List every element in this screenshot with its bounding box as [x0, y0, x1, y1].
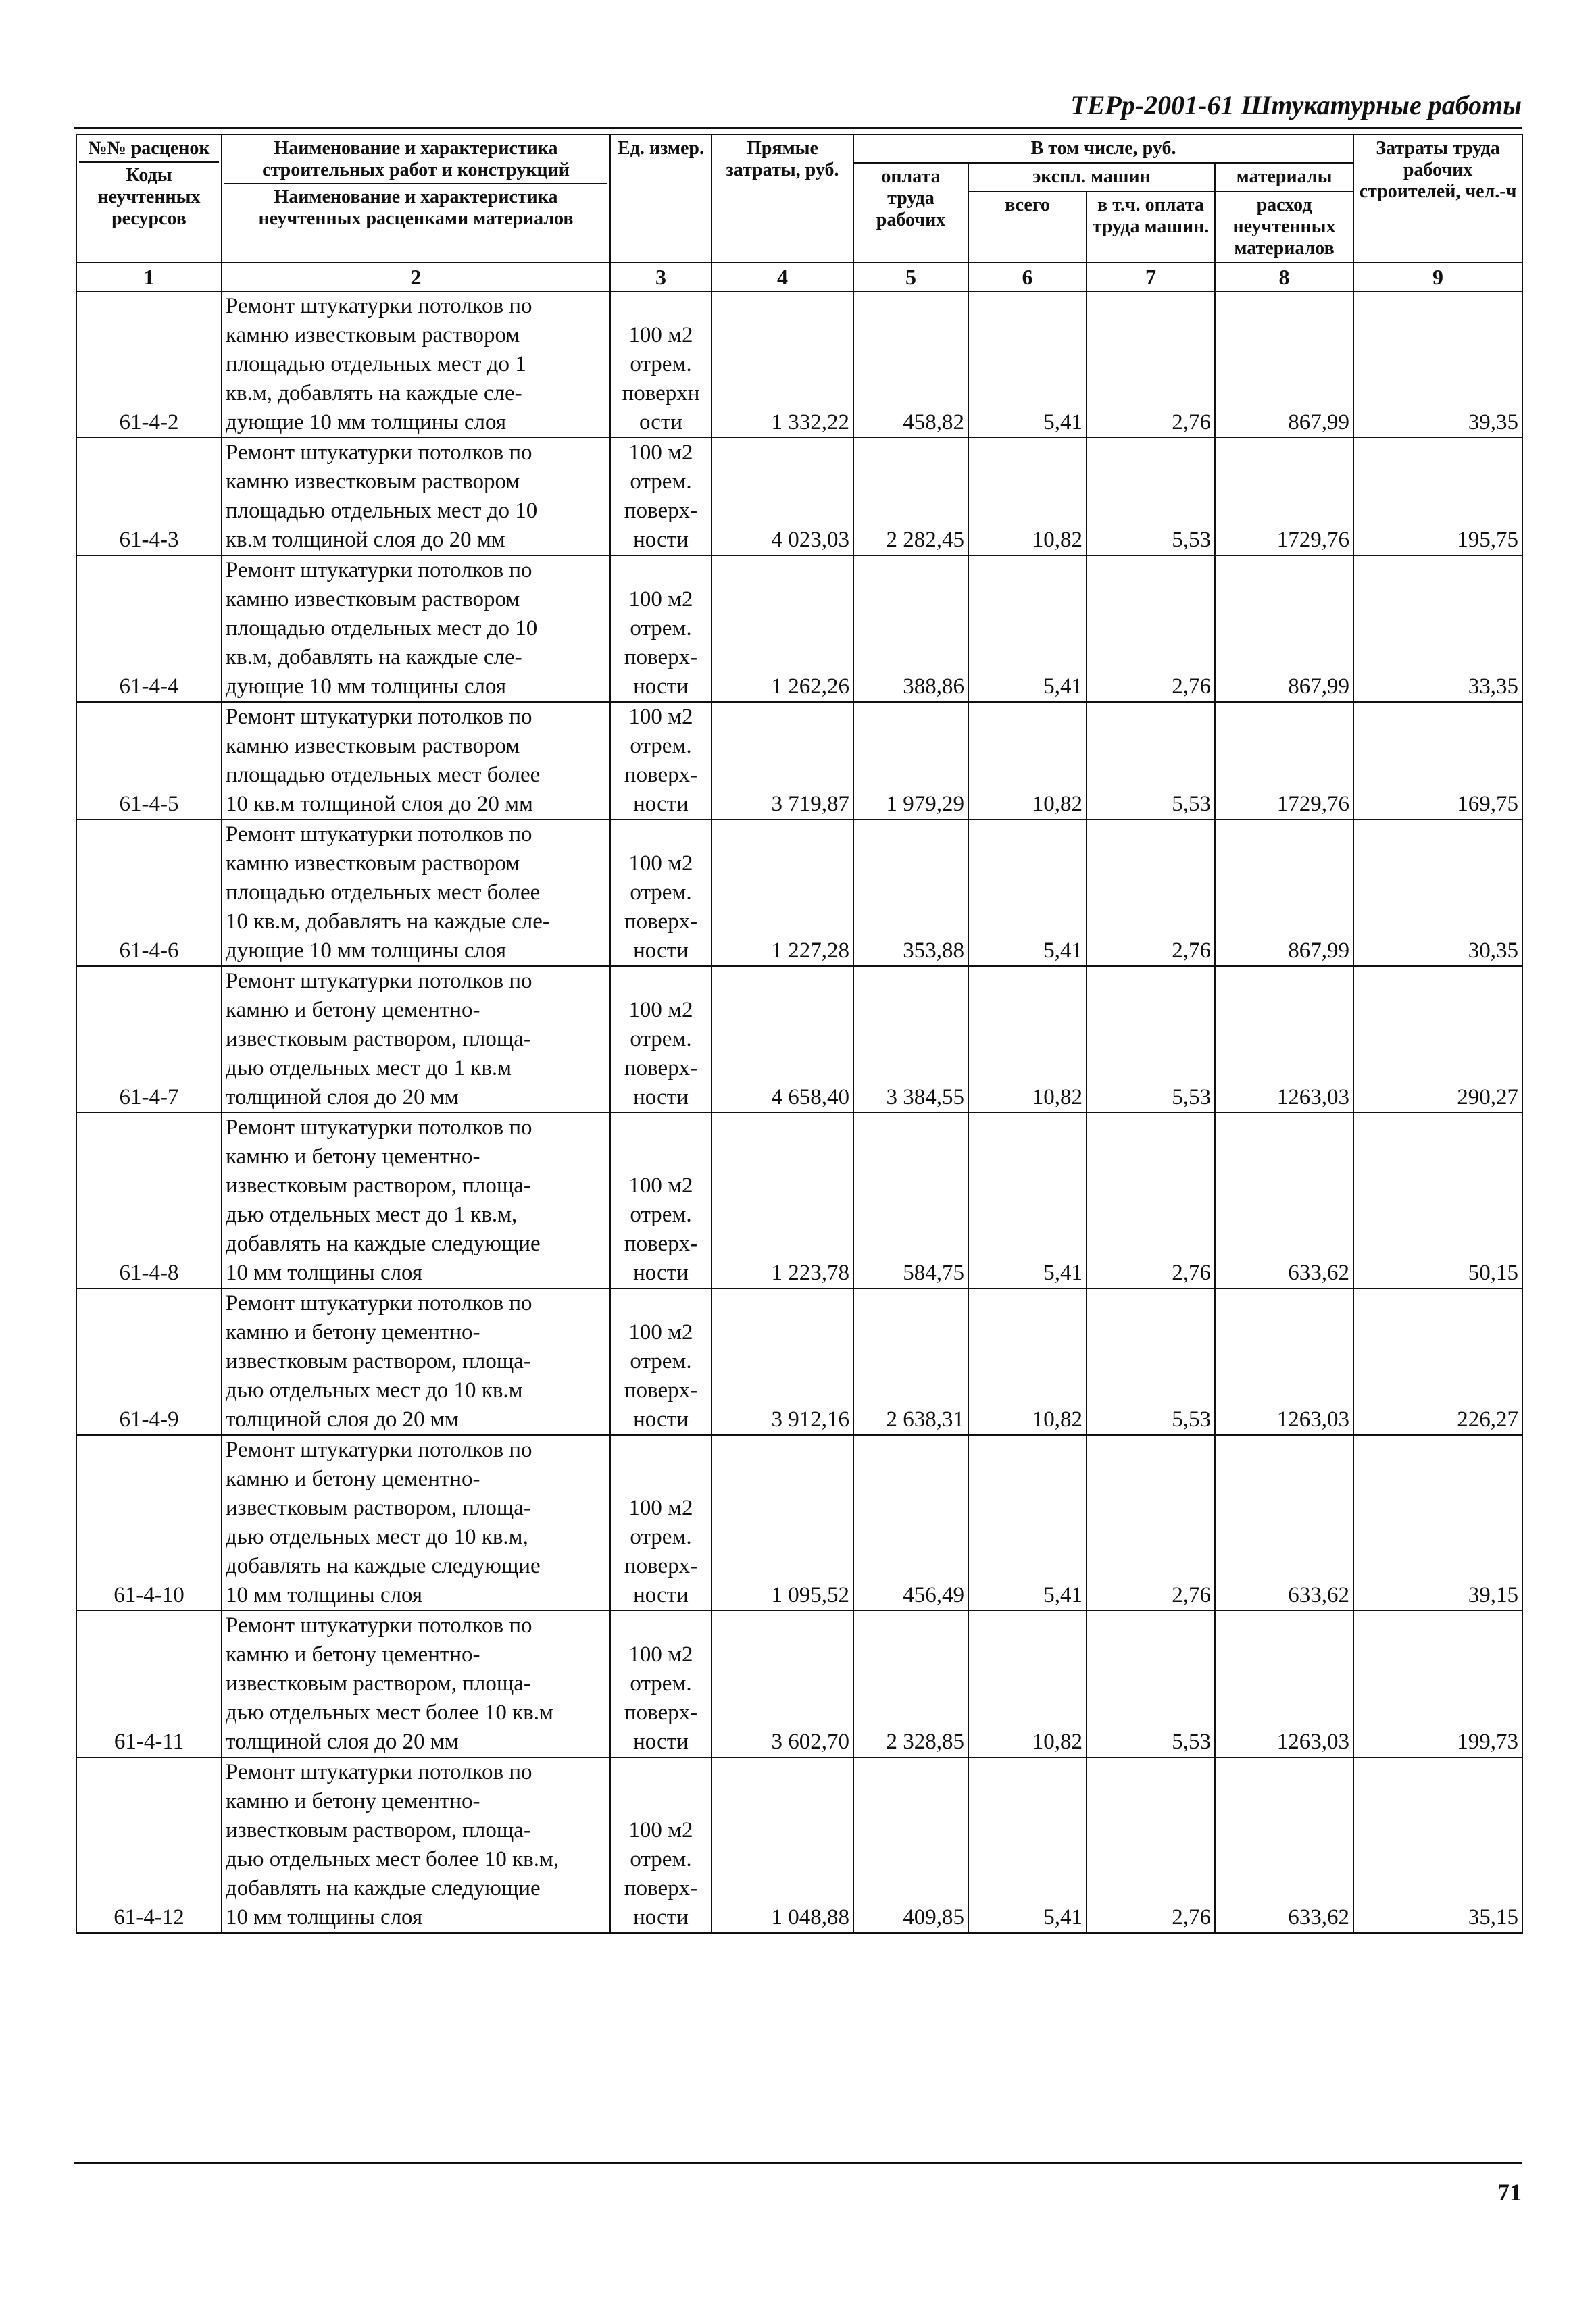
work-description	[222, 1288, 610, 1435]
machines-total-value: 5,41	[968, 555, 1087, 702]
work-description	[222, 1757, 610, 1933]
machines-labor-value: 5,53	[1087, 438, 1215, 555]
description-line: Ремонт штукатурки потолков по	[226, 1115, 532, 1140]
table-row	[76, 1435, 1522, 1611]
description-line: площадью отдельных мест более	[226, 763, 541, 787]
description-line: камню и бетону цементно-	[226, 1642, 480, 1667]
description-line: Ремонт штукатурки потолков по	[226, 969, 532, 993]
col-header-labor-pay: оплата труда рабочих	[853, 163, 968, 263]
unit-of-measure	[610, 1757, 712, 1933]
unit-line: ности	[633, 528, 689, 552]
unit-line: 100 м2	[628, 1818, 693, 1842]
machines-total-value: 5,41	[968, 291, 1087, 438]
unit-line: поверх-	[624, 1701, 698, 1725]
col-header-name-bottom: Наименование и характеристика неучтенных расценками материалов	[258, 186, 574, 229]
column-number: 6	[968, 263, 1087, 291]
unit-line: отрем.	[630, 616, 692, 640]
direct-costs-value: 1 262,26	[712, 555, 853, 702]
description-line: дью отдельных мест более 10 кв.м	[226, 1701, 553, 1725]
labor-pay-value: 1 979,29	[853, 702, 968, 820]
description-line: Ремонт штукатурки потолков по	[226, 1438, 532, 1462]
labor-costs-value: 30,35	[1353, 820, 1522, 966]
unit-line: ности	[633, 1730, 689, 1754]
direct-costs-value: 1 223,78	[712, 1113, 853, 1288]
labor-costs-value: 169,75	[1353, 702, 1522, 820]
unit-of-measure	[610, 291, 712, 438]
col-header-labor-costs: Затраты труда рабочих строителей, чел.-ч	[1353, 134, 1522, 263]
description-line: дью отдельных мест более 10 кв.м,	[226, 1847, 559, 1871]
unit-line: отрем.	[630, 1203, 692, 1227]
unit-line: поверх-	[624, 1876, 698, 1901]
description-line: кв.м толщиной слоя до 20 мм	[226, 528, 505, 552]
description-line: 10 мм толщины слоя	[226, 1583, 423, 1607]
description-line: известковым раствором, площа-	[226, 1027, 531, 1051]
materials-value: 1729,76	[1215, 702, 1353, 820]
rate-code: 61-4-2	[76, 291, 222, 438]
table-row	[76, 820, 1522, 966]
labor-costs-value: 226,27	[1353, 1288, 1522, 1435]
description-line: камню известковым раствором	[226, 323, 520, 347]
col-header-direct-costs: Прямые затраты, руб.	[712, 134, 853, 263]
rate-code: 61-4-7	[76, 966, 222, 1113]
materials-value: 867,99	[1215, 820, 1353, 966]
unit-line: 100 м2	[628, 323, 693, 347]
unit-line: поверх-	[624, 909, 698, 934]
unit-line: отрем.	[630, 470, 692, 494]
description-line: площадью отдельных мест до 10	[226, 616, 538, 640]
description-line: Ремонт штукатурки потолков по	[226, 1291, 532, 1315]
description-line: площадью отдельных мест до 1	[226, 352, 526, 376]
unit-line: поверх-	[624, 499, 698, 523]
machines-total-value: 10,82	[968, 966, 1087, 1113]
header-divider	[74, 127, 1522, 129]
work-description	[222, 1611, 610, 1757]
description-line: Ремонт штукатурки потолков по	[226, 441, 532, 465]
direct-costs-value: 1 227,28	[712, 820, 853, 966]
machines-labor-value: 2,76	[1087, 291, 1215, 438]
description-line: 10 мм толщины слоя	[226, 1261, 423, 1285]
unit-line: отрем.	[630, 734, 692, 758]
column-number: 8	[1215, 263, 1353, 291]
description-line: 10 кв.м толщиной слоя до 20 мм	[226, 792, 533, 816]
unit-line: 100 м2	[628, 998, 693, 1022]
labor-costs-value: 290,27	[1353, 966, 1522, 1113]
description-line: камню известковым раствором	[226, 587, 520, 611]
direct-costs-value: 4 023,03	[712, 438, 853, 555]
unit-line: ности	[633, 1261, 689, 1285]
unit-line: ности	[633, 1583, 689, 1607]
unit-of-measure	[610, 820, 712, 966]
col-header-unit: Ед. измер.	[610, 134, 712, 263]
page-number: 71	[1497, 2179, 1522, 2206]
unit-of-measure	[610, 1611, 712, 1757]
rate-code: 61-4-4	[76, 555, 222, 702]
work-description	[222, 555, 610, 702]
description-line: камню и бетону цементно-	[226, 1467, 480, 1491]
rate-code: 61-4-8	[76, 1113, 222, 1288]
unit-line: ности	[633, 1085, 689, 1109]
unit-line: 100 м2	[628, 587, 693, 611]
direct-costs-value: 1 048,88	[712, 1757, 853, 1933]
column-number: 5	[853, 263, 968, 291]
labor-pay-value: 2 638,31	[853, 1288, 968, 1435]
unit-line: отрем.	[630, 880, 692, 905]
materials-value: 867,99	[1215, 291, 1353, 438]
machines-total-value: 5,41	[968, 1113, 1087, 1288]
description-line: камню и бетону цементно-	[226, 1320, 480, 1344]
column-number: 3	[610, 263, 712, 291]
description-line: камню и бетону цементно-	[226, 1145, 480, 1169]
col-header-codes-top: №№ расценок	[79, 138, 219, 163]
unit-of-measure	[610, 1288, 712, 1435]
description-line: известковым раствором, площа-	[226, 1349, 531, 1374]
price-table	[76, 134, 1523, 1934]
work-description	[222, 1113, 610, 1288]
unit-line: ности	[633, 1905, 689, 1930]
labor-pay-value: 388,86	[853, 555, 968, 702]
table-body	[76, 291, 1522, 1933]
unit-line: поверх-	[624, 1554, 698, 1578]
labor-pay-value: 2 328,85	[853, 1611, 968, 1757]
description-line: камню известковым раствором	[226, 734, 520, 758]
labor-pay-value: 3 384,55	[853, 966, 968, 1113]
description-line: дью отдельных мест до 10 кв.м	[226, 1378, 523, 1403]
description-line: добавлять на каждые следующие	[226, 1554, 541, 1578]
machines-labor-value: 5,53	[1087, 702, 1215, 820]
description-line: Ремонт штукатурки потолков по	[226, 822, 532, 847]
rate-code: 61-4-3	[76, 438, 222, 555]
direct-costs-value: 4 658,40	[712, 966, 853, 1113]
table-row	[76, 966, 1522, 1113]
col-header-machines-total: всего	[968, 191, 1087, 263]
table-row	[76, 1757, 1522, 1933]
unit-line: отрем.	[630, 1349, 692, 1374]
unit-line: 100 м2	[628, 1496, 693, 1520]
direct-costs-value: 3 719,87	[712, 702, 853, 820]
unit-line: 100 м2	[628, 1642, 693, 1667]
description-line: известковым раствором, площа-	[226, 1671, 531, 1696]
description-line: дью отдельных мест до 1 кв.м	[226, 1056, 512, 1080]
unit-line: отрем.	[630, 1525, 692, 1549]
description-line: известковым раствором, площа-	[226, 1496, 531, 1520]
machines-labor-value: 2,76	[1087, 1113, 1215, 1288]
unit-line: ности	[633, 1407, 689, 1432]
description-line: известковым раствором, площа-	[226, 1818, 531, 1842]
labor-costs-value: 39,35	[1353, 291, 1522, 438]
work-description	[222, 1435, 610, 1611]
table-row	[76, 1288, 1522, 1435]
table-row	[76, 555, 1522, 702]
materials-value: 1729,76	[1215, 438, 1353, 555]
table-row	[76, 1611, 1522, 1757]
unit-of-measure	[610, 555, 712, 702]
labor-pay-value: 409,85	[853, 1757, 968, 1933]
column-number: 4	[712, 263, 853, 291]
description-line: дью отдельных мест до 10 кв.м,	[226, 1525, 528, 1549]
unit-line: отрем.	[630, 352, 692, 376]
machines-labor-value: 2,76	[1087, 820, 1215, 966]
page-header-title: ТЕРр-2001-61 Штукатурные работы	[1070, 90, 1522, 120]
direct-costs-value: 1 095,52	[712, 1435, 853, 1611]
col-header-codes	[76, 134, 222, 263]
col-header-name-top: Наименование и характеристика строительных работ и конструкций	[224, 138, 607, 184]
labor-pay-value: 458,82	[853, 291, 968, 438]
col-header-materials-sub: расход неучтенных материалов	[1215, 191, 1353, 263]
col-header-machines-labor: в т.ч. оплата труда машин.	[1087, 191, 1215, 263]
description-line: дью отдельных мест до 1 кв.м,	[226, 1203, 518, 1227]
footer-divider	[74, 2162, 1522, 2164]
unit-line: поверхн	[622, 381, 700, 405]
table-row	[76, 438, 1522, 555]
machines-total-value: 5,41	[968, 1757, 1087, 1933]
table-header	[76, 134, 1522, 291]
unit-line: ности	[633, 938, 689, 963]
labor-costs-value: 33,35	[1353, 555, 1522, 702]
unit-line: 100 м2	[628, 441, 693, 465]
unit-line: отрем.	[630, 1847, 692, 1871]
machines-total-value: 10,82	[968, 702, 1087, 820]
labor-pay-value: 353,88	[853, 820, 968, 966]
direct-costs-value: 3 602,70	[712, 1611, 853, 1757]
unit-line: поверх-	[624, 1056, 698, 1080]
description-line: дующие 10 мм толщины слоя	[226, 938, 507, 963]
materials-value: 867,99	[1215, 555, 1353, 702]
description-line: камню и бетону цементно-	[226, 1789, 480, 1813]
labor-costs-value: 199,73	[1353, 1611, 1522, 1757]
description-line: площадью отдельных мест более	[226, 880, 541, 905]
column-number-row	[76, 263, 1522, 291]
description-line: толщиной слоя до 20 мм	[226, 1407, 459, 1432]
description-line: кв.м, добавлять на каждые сле-	[226, 381, 522, 405]
machines-total-value: 5,41	[968, 820, 1087, 966]
unit-line: поверх-	[624, 763, 698, 787]
machines-total-value: 10,82	[968, 1288, 1087, 1435]
unit-line: ности	[633, 674, 689, 699]
description-line: дующие 10 мм толщины слоя	[226, 674, 507, 699]
direct-costs-value: 3 912,16	[712, 1288, 853, 1435]
machines-total-value: 5,41	[968, 1435, 1087, 1611]
unit-line: 100 м2	[628, 1174, 693, 1198]
description-line: 10 кв.м, добавлять на каждые сле-	[226, 909, 550, 934]
unit-of-measure	[610, 438, 712, 555]
machines-labor-value: 5,53	[1087, 966, 1215, 1113]
work-description	[222, 820, 610, 966]
labor-costs-value: 35,15	[1353, 1757, 1522, 1933]
materials-value: 633,62	[1215, 1435, 1353, 1611]
machines-labor-value: 2,76	[1087, 1435, 1215, 1611]
unit-line: отрем.	[630, 1027, 692, 1051]
unit-line: 100 м2	[628, 1320, 693, 1344]
rate-code: 61-4-11	[76, 1611, 222, 1757]
table-row	[76, 1113, 1522, 1288]
table-row	[76, 702, 1522, 820]
column-number: 7	[1087, 263, 1215, 291]
description-line: Ремонт штукатурки потолков по	[226, 558, 532, 582]
description-line: добавлять на каждые следующие	[226, 1232, 541, 1256]
machines-total-value: 10,82	[968, 1611, 1087, 1757]
unit-of-measure	[610, 1435, 712, 1611]
work-description	[222, 966, 610, 1113]
col-header-name	[222, 134, 610, 263]
col-header-machines: экспл. машин	[968, 163, 1215, 191]
unit-line: ости	[639, 410, 683, 434]
description-line: известковым раствором, площа-	[226, 1174, 531, 1198]
rate-code: 61-4-10	[76, 1435, 222, 1611]
description-line: Ремонт штукатурки потолков по	[226, 705, 532, 729]
column-number: 9	[1353, 263, 1522, 291]
labor-pay-value: 456,49	[853, 1435, 968, 1611]
work-description	[222, 438, 610, 555]
description-line: 10 мм толщины слоя	[226, 1905, 423, 1930]
materials-value: 633,62	[1215, 1757, 1353, 1933]
unit-line: поверх-	[624, 645, 698, 670]
unit-line: ности	[633, 792, 689, 816]
machines-labor-value: 2,76	[1087, 1757, 1215, 1933]
rate-code: 61-4-9	[76, 1288, 222, 1435]
machines-labor-value: 5,53	[1087, 1288, 1215, 1435]
description-line: Ремонт штукатурки потолков по	[226, 1613, 532, 1638]
description-line: дующие 10 мм толщины слоя	[226, 410, 507, 434]
labor-costs-value: 195,75	[1353, 438, 1522, 555]
description-line: добавлять на каждые следующие	[226, 1876, 541, 1901]
direct-costs-value: 1 332,22	[712, 291, 853, 438]
machines-labor-value: 2,76	[1087, 555, 1215, 702]
col-header-materials: материалы	[1215, 163, 1353, 191]
rate-code: 61-4-5	[76, 702, 222, 820]
rate-code: 61-4-12	[76, 1757, 222, 1933]
labor-pay-value: 2 282,45	[853, 438, 968, 555]
unit-of-measure	[610, 702, 712, 820]
unit-line: поверх-	[624, 1232, 698, 1256]
machines-total-value: 10,82	[968, 438, 1087, 555]
description-line: площадью отдельных мест до 10	[226, 499, 538, 523]
unit-line: поверх-	[624, 1378, 698, 1403]
description-line: толщиной слоя до 20 мм	[226, 1730, 459, 1754]
description-line: камню и бетону цементно-	[226, 998, 480, 1022]
materials-value: 1263,03	[1215, 1288, 1353, 1435]
unit-of-measure	[610, 1113, 712, 1288]
unit-line: 100 м2	[628, 705, 693, 729]
table-row	[76, 291, 1522, 438]
materials-value: 1263,03	[1215, 1611, 1353, 1757]
unit-line: 100 м2	[628, 851, 693, 876]
description-line: Ремонт штукатурки потолков по	[226, 294, 532, 318]
description-line: камню известковым раствором	[226, 470, 520, 494]
col-header-including: В том числе, руб.	[853, 134, 1353, 163]
unit-of-measure	[610, 966, 712, 1113]
description-line: камню известковым раствором	[226, 851, 520, 876]
column-number: 2	[222, 263, 610, 291]
materials-value: 633,62	[1215, 1113, 1353, 1288]
column-number: 1	[76, 263, 222, 291]
work-description	[222, 291, 610, 438]
work-description	[222, 702, 610, 820]
description-line: Ремонт штукатурки потолков по	[226, 1760, 532, 1784]
labor-costs-value: 39,15	[1353, 1435, 1522, 1611]
col-header-codes-bottom: Коды неучтенных ресурсов	[97, 165, 201, 229]
labor-costs-value: 50,15	[1353, 1113, 1522, 1288]
machines-labor-value: 5,53	[1087, 1611, 1215, 1757]
description-line: кв.м, добавлять на каждые сле-	[226, 645, 522, 670]
description-line: толщиной слоя до 20 мм	[226, 1085, 459, 1109]
materials-value: 1263,03	[1215, 966, 1353, 1113]
labor-pay-value: 584,75	[853, 1113, 968, 1288]
rate-code: 61-4-6	[76, 820, 222, 966]
unit-line: отрем.	[630, 1671, 692, 1696]
